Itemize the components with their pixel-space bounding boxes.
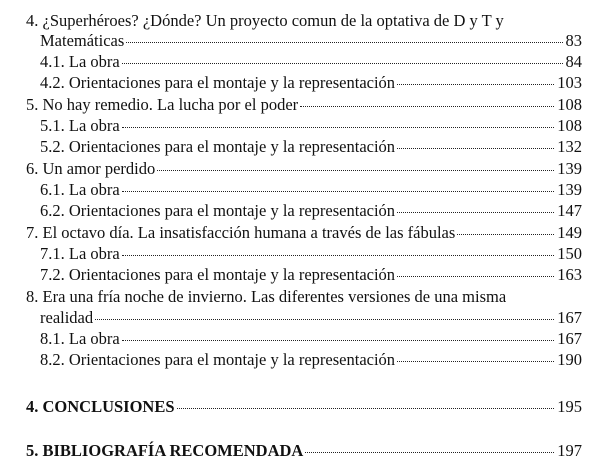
toc-entry-8-1[interactable]: [40, 329, 582, 349]
toc-entry-title: 7.1. La obra: [40, 244, 120, 263]
toc-section-conclusiones[interactable]: [26, 397, 582, 417]
toc-page-number: 103: [557, 73, 582, 92]
toc-entry-7-1[interactable]: [40, 244, 582, 264]
toc-page-number: 167: [557, 329, 582, 348]
toc-page-number: 190: [557, 350, 582, 369]
toc-page-number: 149: [557, 223, 582, 242]
toc-entry-8-line1: 8. Era una fría noche de invierno. Las diferentes versiones de una misma: [26, 287, 507, 306]
toc-page-number: 108: [557, 95, 582, 114]
toc-page-number: 139: [557, 159, 582, 178]
toc-entry-title: 4.1. La obra: [40, 52, 120, 71]
dot-leader: [122, 191, 555, 192]
dot-leader: [397, 361, 554, 362]
toc-section-bibliografia[interactable]: [26, 441, 582, 461]
toc-entry-title: realidad: [40, 308, 94, 327]
toc-entry-7-2[interactable]: [40, 265, 582, 285]
dot-leader: [95, 319, 554, 320]
toc-page-number: 163: [557, 265, 582, 284]
toc-entry-title: 7. El octavo día. La insatisfacción humana a través de las fábulas: [26, 223, 456, 242]
toc-entry-4[interactable]: [40, 31, 582, 51]
toc-entry-4-line1: 4. ¿Superhéroes? ¿Dónde? Un proyecto comun de la optativa de D y T y: [26, 11, 504, 30]
dot-leader: [122, 340, 555, 341]
dot-leader: [126, 42, 562, 43]
toc-page-number: 84: [565, 52, 582, 71]
toc-page-number: 147: [557, 201, 582, 220]
dot-leader: [397, 212, 554, 213]
toc-entry-title: 8.2. Orientaciones para el montaje y la representación: [40, 350, 396, 369]
toc-entry-title: 6.1. La obra: [40, 180, 120, 199]
toc-page-number: 108: [557, 116, 582, 135]
toc-entry-5[interactable]: [26, 95, 582, 115]
toc-entry-6-1[interactable]: [40, 180, 582, 200]
dot-leader: [397, 148, 554, 149]
toc-entry-7[interactable]: [26, 223, 582, 243]
dot-leader: [122, 127, 555, 128]
toc-entry-title: 4. CONCLUSIONES: [26, 397, 175, 416]
dot-leader: [122, 255, 555, 256]
toc-entry-4-1[interactable]: [40, 52, 582, 72]
toc-entry-title: 5. No hay remedio. La lucha por el poder: [26, 95, 299, 114]
toc-entry-title: Matemáticas: [40, 31, 125, 50]
dot-leader: [457, 234, 554, 235]
toc-entry-4-2[interactable]: [40, 73, 582, 93]
toc-entry-title: 5.2. Orientaciones para el montaje y la representación: [40, 137, 396, 156]
dot-leader: [177, 408, 555, 409]
dot-leader: [397, 84, 554, 85]
toc-entry-title: 6.2. Orientaciones para el montaje y la representación: [40, 201, 396, 220]
toc-page-number: 197: [557, 441, 582, 460]
toc-entry-title: 7.2. Orientaciones para el montaje y la representación: [40, 265, 396, 284]
toc-page-number: 167: [557, 308, 582, 327]
dot-leader: [300, 106, 554, 107]
toc-entry-5-1[interactable]: [40, 116, 582, 136]
toc-entry-title: 5.1. La obra: [40, 116, 120, 135]
toc-entry-8[interactable]: [40, 308, 582, 328]
toc-page-number: 83: [565, 31, 582, 50]
toc-page-number: 195: [557, 397, 582, 416]
toc-entry-5-2[interactable]: [40, 137, 582, 157]
dot-leader: [122, 63, 563, 64]
dot-leader: [397, 276, 554, 277]
toc-entry-title: 6. Un amor perdido: [26, 159, 156, 178]
dot-leader: [157, 170, 554, 171]
toc-entry-6-2[interactable]: [40, 201, 582, 221]
toc-page-number: 132: [557, 137, 582, 156]
toc-entry-title: 8.1. La obra: [40, 329, 120, 348]
toc-entry-8-2[interactable]: [40, 350, 582, 370]
toc-entry-title: 5. BIBLIOGRAFÍA RECOMENDADA: [26, 441, 304, 460]
toc-page-number: 150: [557, 244, 582, 263]
toc-entry-title: 4.2. Orientaciones para el montaje y la representación: [40, 73, 396, 92]
toc-page-number: 139: [557, 180, 582, 199]
toc-entry-6[interactable]: [26, 159, 582, 179]
dot-leader: [305, 452, 554, 453]
